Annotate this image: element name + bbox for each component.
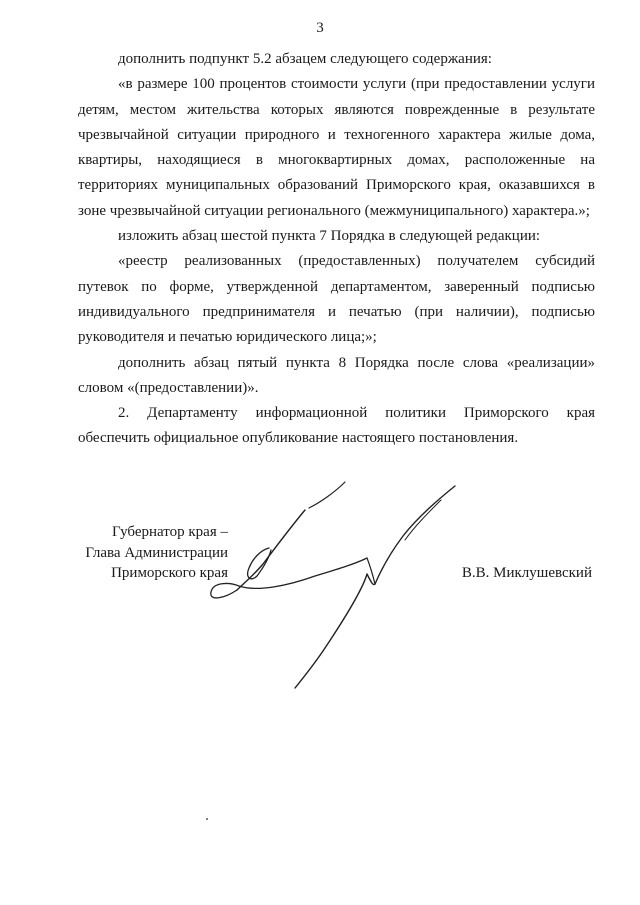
paragraph-quote-registry: «реестр реализованных (предоставленных) получателем субсидий путевок по форме, утвержденной департаментом, заверенный подписью индивидуального предпринимателя и печатью (при наличии), подписью руководителя и печатью юридического лица;»; [78,253,595,346]
paragraph-publication: 2. Департаменту информационной политики Приморского края обеспечить официальное опубликование настоящего постановления. [78,405,595,447]
signatory-title-line-3: Приморского края [111,565,228,581]
signatory-title-line-1: Губернатор края – [112,524,228,540]
page-number: 3 [316,20,324,36]
handwritten-signature [195,478,480,693]
document-body [78,47,595,452]
scan-dot-mark [206,818,208,820]
signatory-name: В.В. Миклушевский [461,565,592,581]
paragraph-quote-100-percent: «в размере 100 процентов стоимости услуги (при предоставлении услуги детям, местом жительства которых являются поврежденные в результате чрезвычайной ситуации природного и техногенного характера жилые дома, квартиры, находящиеся в многоквартирных домах, расположенные на территориях муниципальных образований Приморского края, оказавшихся в зоне чрезвычайной ситуации регионального (межмуниципального) характера.»; [78,76,595,219]
paragraph-amend-5-2: дополнить подпункт 5.2 абзацем следующего содержания: [118,51,492,67]
paragraph-amend-7: изложить абзац шестой пункта 7 Порядка в следующей редакции: [118,228,541,245]
signatory-title-line-2: Глава Администрации [85,544,228,561]
paragraph-amend-8: дополнить абзац пятый пункта 8 Порядка после слова «реализации» словом «(предоставлении)». [78,354,595,396]
